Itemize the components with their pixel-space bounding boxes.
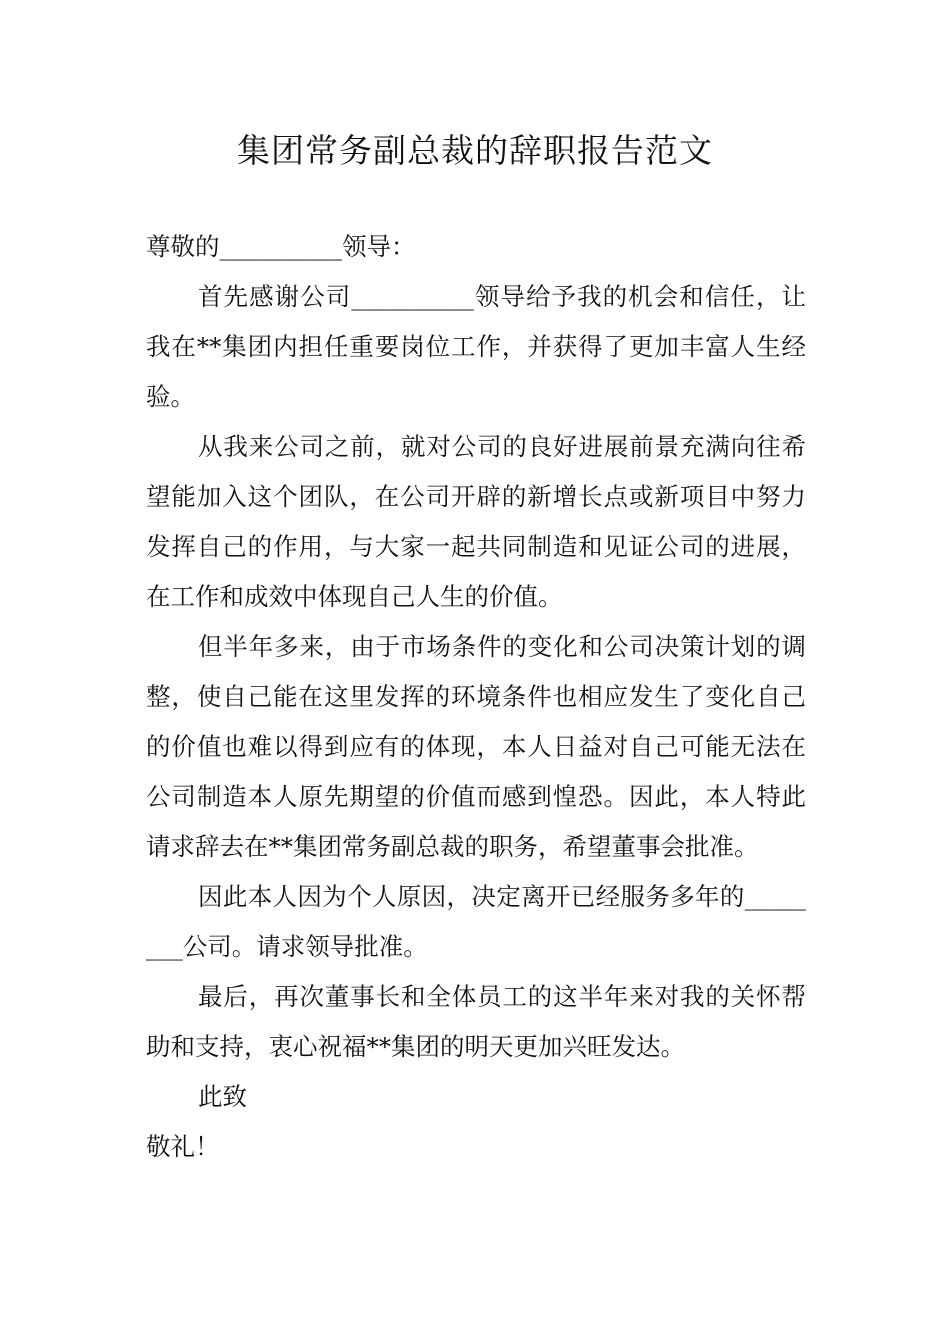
closing: 此致 xyxy=(198,1082,247,1111)
paragraph-1: 首先感谢公司__________领导给予我的机会和信任，让我在**集团内担任重要岗位工作，并获得了更加丰富人生经验。 xyxy=(146,282,806,411)
document-title: 集团常务副总裁的辞职报告范文 xyxy=(237,131,713,170)
regards: 敬礼！ xyxy=(146,1132,220,1161)
salutation: 尊敬的__________领导： xyxy=(146,232,416,261)
letter-body xyxy=(146,222,806,1172)
paragraph-3: 但半年多来，由于市场条件的变化和公司决策计划的调整，使自己能在这里发挥的环境条件也相应发生了变化自己的价值也难以得到应有的体现，本人日益对自己可能无法在公司制造本人原先期望的价值而感到惶恐。因此，本人特此请求辞去在**集团常务副总裁的职务，希望董事会批准。 xyxy=(146,632,806,861)
paragraph-4: 因此本人因为个人原因，决定离开已经服务多年的________公司。请求领导批准。 xyxy=(146,882,806,961)
paragraph-2: 从我来公司之前，就对公司的良好进展前景充满向往希望能加入这个团队，在公司开辟的新增长点或新项目中努力发挥自己的作用，与大家一起共同制造和见证公司的进展，在工作和成效中体现自己人生的价值。 xyxy=(146,432,806,611)
paragraph-5: 最后，再次董事长和全体员工的这半年来对我的关怀帮助和支持，衷心祝福**集团的明天更加兴旺发达。 xyxy=(146,982,806,1061)
